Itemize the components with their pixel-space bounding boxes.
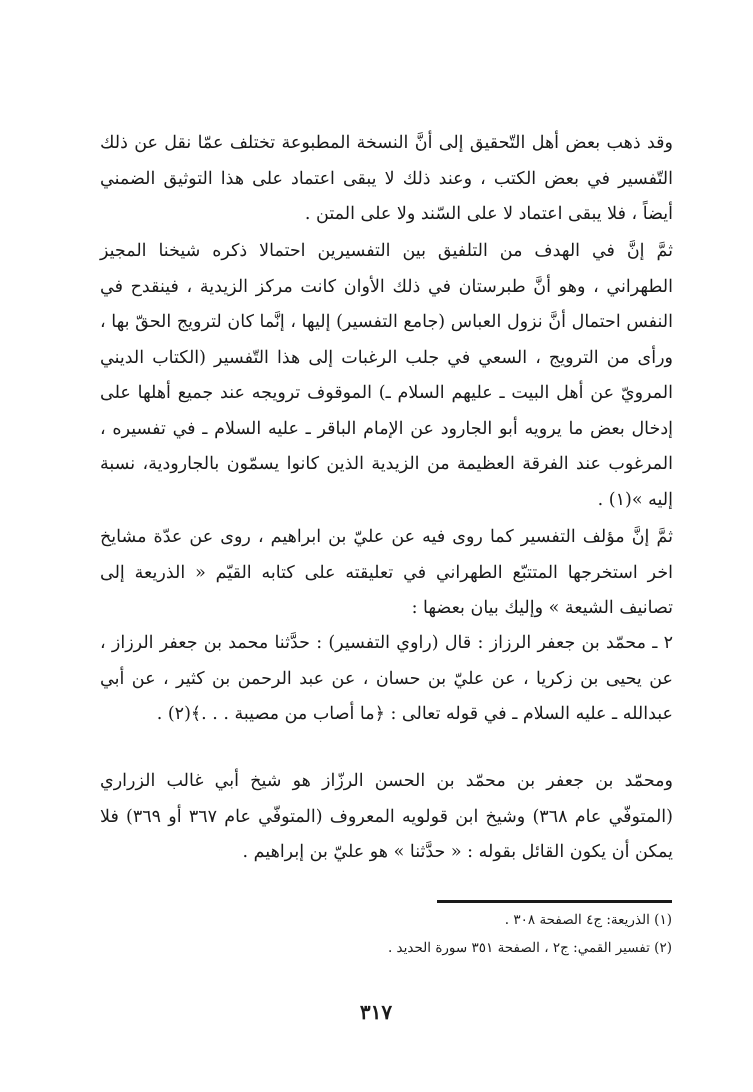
paragraph-4: ٢ ـ محمّد بن جعفر الرزاز : قال (راوي التفسير) : حدَّثنا محمد بن جعفر الرزاز ، عن يحيى بن زكريا ، عن عليّ بن حسان ، عن عبد الرحمن بن كثير ، عن أبي عبدالله ـ عليه السلام ـ في قوله تعالى : ﴿ما أصاب من مصيبة . . .﴾(٢) . — [100, 633, 673, 724]
page-number: ٣١٧ — [359, 1000, 393, 1024]
footnote-2: (٢) تفسير القمي: ج٢ ، الصفحة ٣٥١ سورة الحديد . — [387, 940, 672, 956]
paragraph-1: وقد ذهب بعض أهل التّحقيق إلى أنَّ النسخة المطبوعة تختلف عمّا نقل عن ذلك التّفسير في بعض الكتب ، وعند ذلك لا يبقى اعتماد على هذا التوثيق الضمني أيضاً ، فلا يبقى اعتماد لا على السّند ولا على المتن . — [100, 133, 673, 224]
paragraph-3: ثمَّ إنَّ مؤلف التفسير كما روى فيه عن عليّ بن ابراهيم ، روى عن عدّة مشايخ اخر استخرجها المتتبّع الطهراني في تعليقته على كتابه القيّم « الذريعة إلى تصانيف الشيعة » وإليك بيان بعضها : — [100, 527, 673, 618]
footnote-1: (١) الذريعة: ج٤ الصفحة ٣٠٨ . — [504, 912, 672, 928]
footnote-divider — [437, 900, 672, 903]
paragraph-2: ثمَّ إنَّ في الهدف من التلفيق بين التفسيرين احتمالا ذكره شيخنا المجيز الطهراني ، وهو أنَّ طبرستان في ذلك الأوان كانت مركز الزيدية ، فينقدح في النفس احتمال أنَّ نزول العباس (جامع التفسير) إليها ، إنَّما كان لترويج الحقّ بها ، ورأى من الترويج ، السعي في جلب الرغبات إلى هذا التّفسير (الكتاب الديني المرويّ عن أهل البيت ـ عليهم السلام ـ) الموقوف ترويجه عند جميع أهلها على إدخال بعض ما يرويه أبو الجارود عن الإمام الباقر ـ عليه السلام ـ في تفسيره ، المرغوب عند الفرقة العظيمة من الزيدية الذين كانوا يسمّون بالجارودية، نسبة إليه »(١) . — [100, 241, 673, 510]
paragraph-5: ومحمّد بن جعفر بن محمّد بن الحسن الرزّاز هو شيخ أبي غالب الزراري (المتوفّي عام ٣٦٨) وشيخ ابن قولويه المعروف (المتوفّي عام ٣٦٧ أو ٣٦٩) فلا يمكن أن يكون القائل بقوله : « حدَّثنا » هو عليّ بن إبراهيم . — [100, 771, 673, 862]
